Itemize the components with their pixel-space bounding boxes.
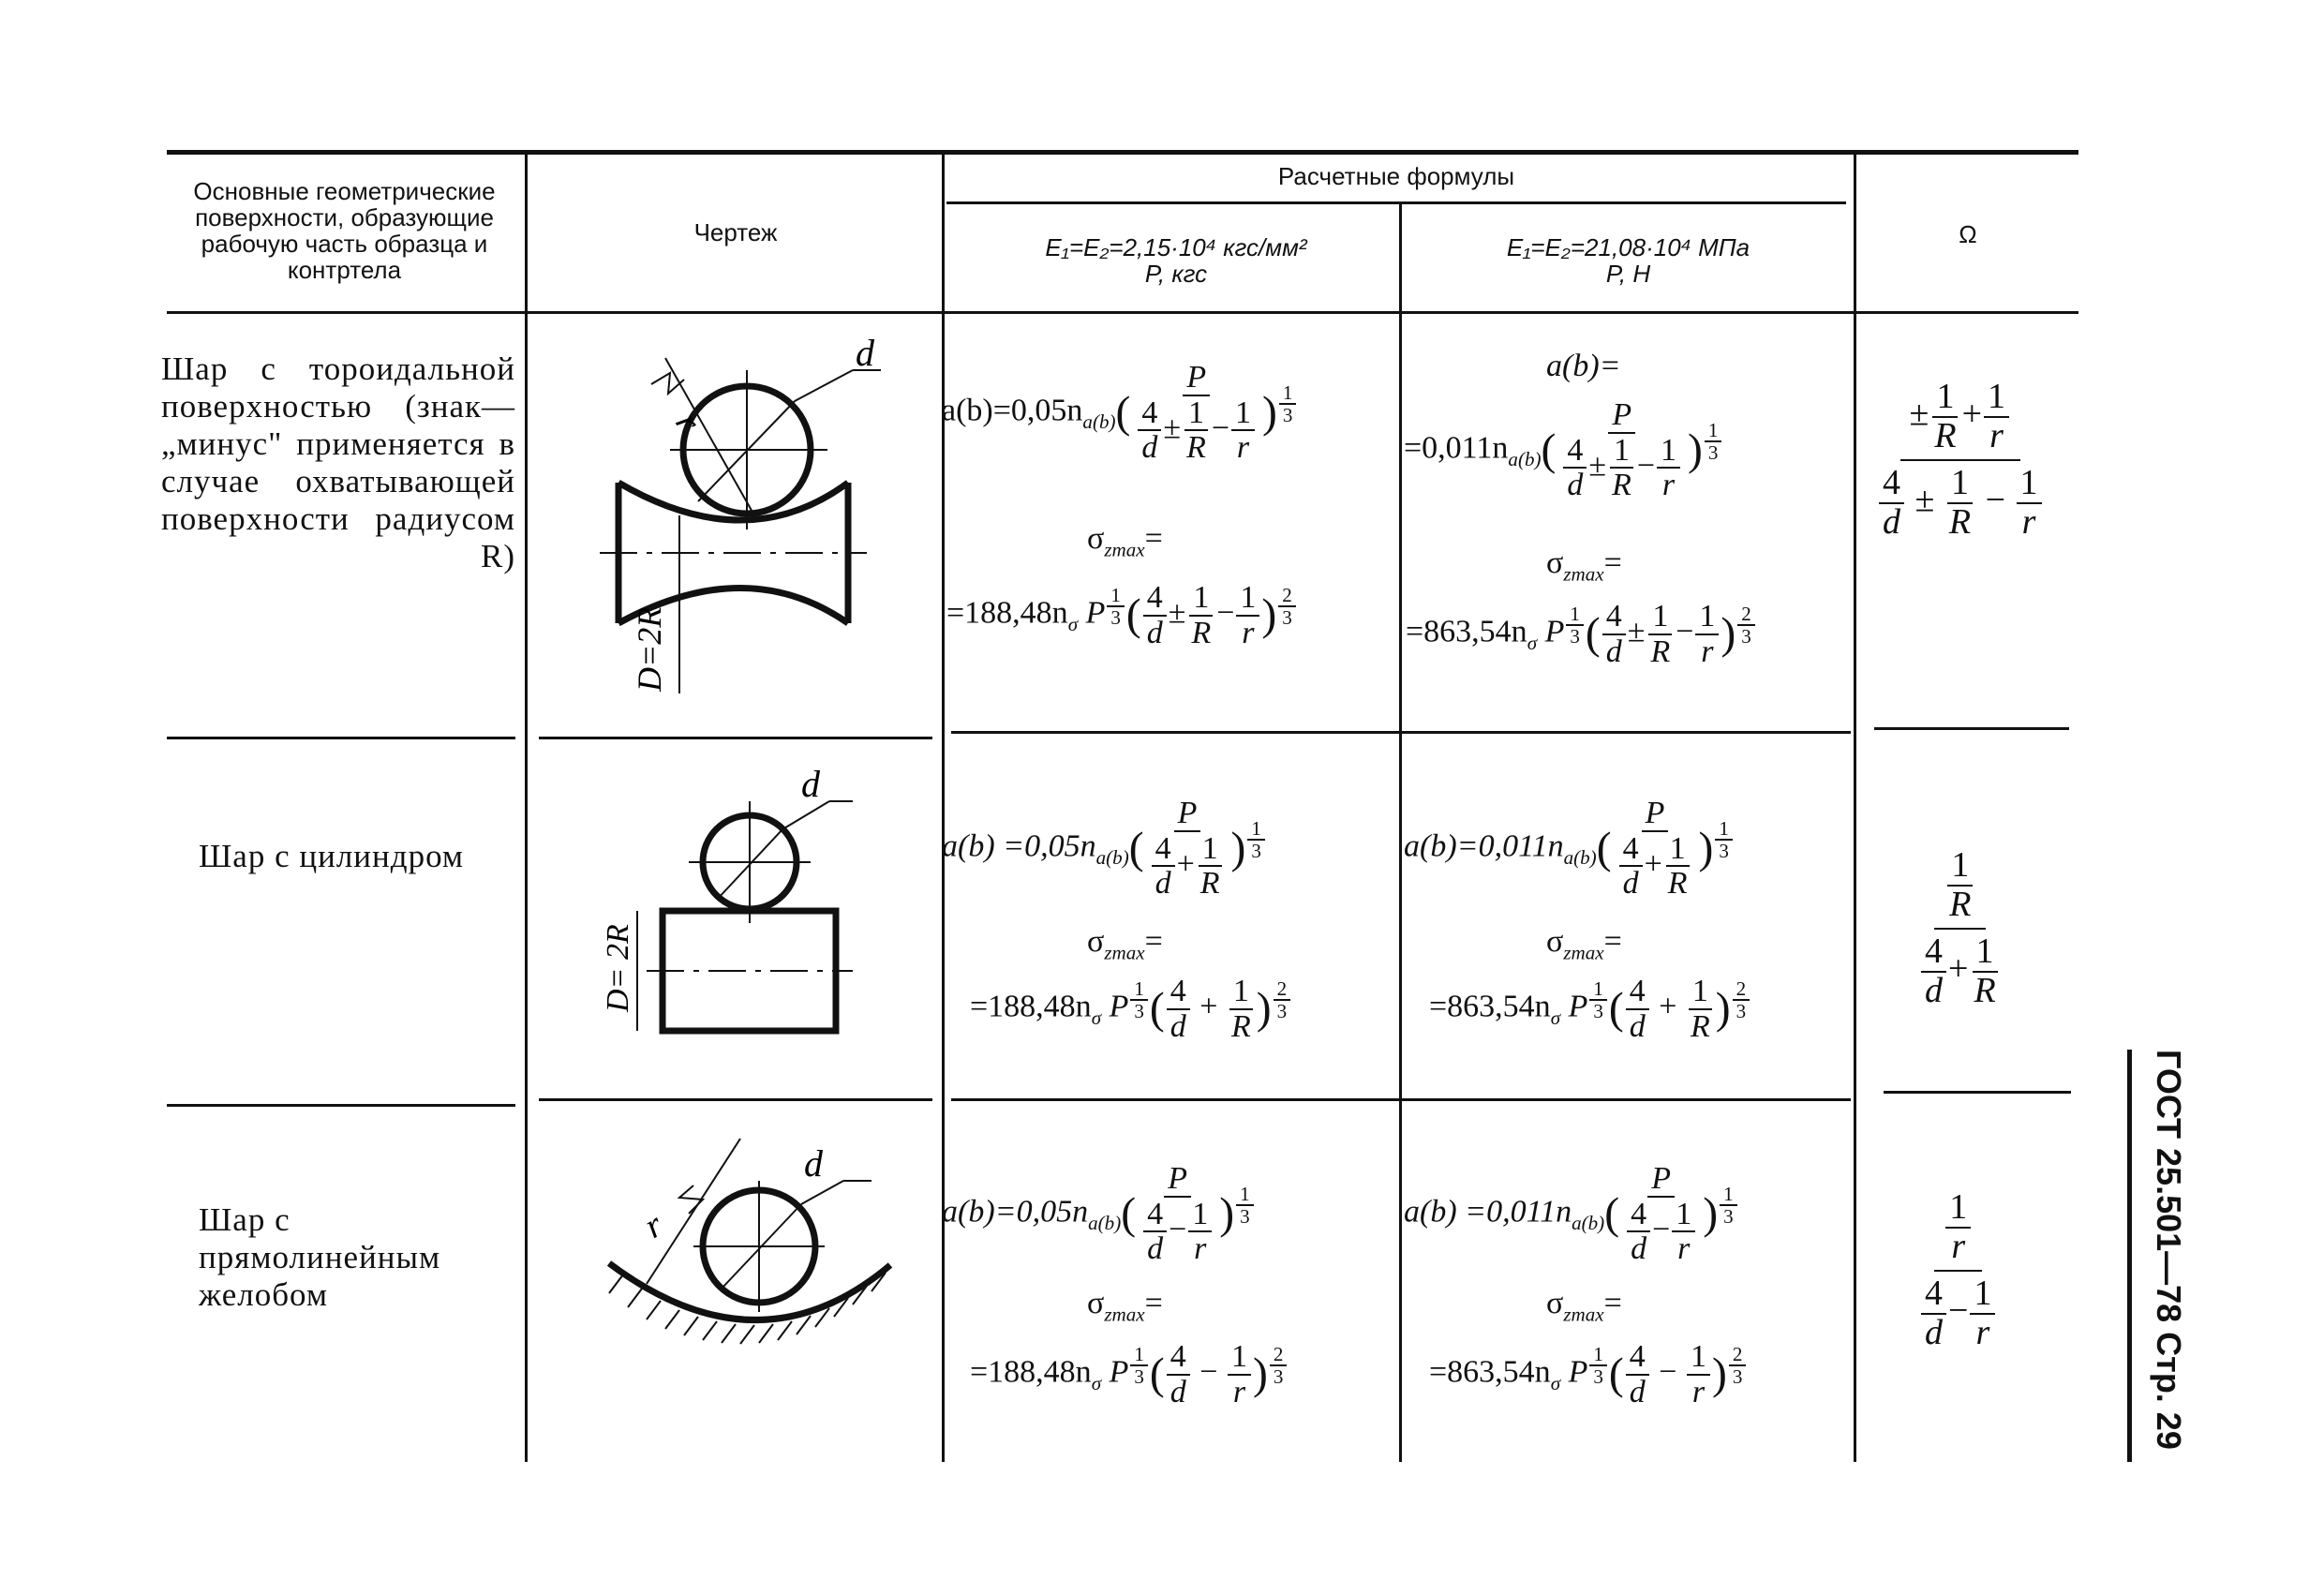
row2-bottom-rule-c bbox=[951, 1098, 1851, 1101]
row3-surface-text: Шар с прямолинейным желобом bbox=[199, 1201, 441, 1313]
row3-sigma-label-kgs: $\sigma_{zmax}=$ bbox=[1087, 1286, 1163, 1326]
row1-surface-text: Шар с тороидальной поверхностью (знак—„минус" применяется в случае охватывающей поверхности радиусом R) bbox=[161, 350, 515, 574]
formulas-group-rule bbox=[946, 201, 1846, 204]
row1-bottom-rule-a bbox=[167, 737, 515, 739]
header-col-drawing: Чертеж bbox=[693, 218, 778, 246]
row1-sigma-label-mpa: $\sigma_{zmax}=$ bbox=[1546, 545, 1622, 586]
row3-sigma-formula-mpa: $=863,54n_\sigma$ P $^{\frac{1}{3}}$ ( $\frac{4}{d}$ − $\frac{1}{r}$ ) $^{\frac{2}{3}}$ bbox=[1429, 1340, 1748, 1409]
row1-sigma-formula-kgs: $=188,48n_\sigma$ P $^{\frac{1}{3}}$ ( $\frac{4}{d}$ ± $\frac{1}{R}$ − $\frac{1}{r}$ ) $^{\frac{2}{3}}$ bbox=[946, 581, 1298, 649]
svg-text:D=2R: D=2R bbox=[631, 606, 668, 692]
row1-omega: ± $\frac{1}{R}$ + $\frac{1}{r}$ $\frac{4}{d}$ ± $\frac{1}{R}$ − $\frac{1}{r}$ bbox=[1870, 375, 2051, 545]
row3-drawing bbox=[529, 1125, 942, 1387]
col-divider-3 bbox=[1399, 204, 1402, 1462]
header-col-formulas-kgs: E₁=E₂=2,15·10⁴ кгс/мм² P, кгс bbox=[1045, 233, 1307, 288]
row2-sigma-label-mpa: $\sigma_{zmax}=$ bbox=[1546, 924, 1622, 964]
row2-surface-text: Шар с цилиндром bbox=[199, 838, 465, 874]
row1-a-formula-kgs: $a(b)=0,05n_{a(b)}$( P $\frac{4}{d}$ ± $\frac{1}{R}$ − $\frac{1}{r}$ ) $^{\frac{1}{3}}$ bbox=[942, 361, 1298, 465]
side-label-rule bbox=[2127, 1050, 2132, 1462]
row2-bottom-rule-d bbox=[1884, 1091, 2071, 1094]
svg-text:d: d bbox=[801, 763, 820, 805]
row2-sigma-formula-kgs: $=188,48n_\sigma$ P $^{\frac{1}{3}}$ ( $\frac{4}{d}$ + $\frac{1}{R}$ ) $^{\frac{2}{3}}$ bbox=[970, 975, 1292, 1043]
row1-bottom-rule-b bbox=[539, 737, 932, 739]
svg-text:r: r bbox=[637, 1205, 670, 1246]
header-col-formulas: Расчетные формулы bbox=[1277, 162, 1515, 190]
row3-a-formula-mpa: $a(b) =0,011n_{a(b)}$( P $\frac{4}{d}$ − $\frac{1}{r}$ ) $^{\frac{1}{3}}$ bbox=[1404, 1162, 1739, 1266]
row2-omega: $\frac{1}{R}$ $\frac{4}{d}$ + $\frac{1}{R}$ bbox=[1912, 843, 2009, 1014]
svg-text:d: d bbox=[856, 332, 874, 374]
header-col-omega: Ω bbox=[1959, 220, 1977, 248]
col-divider-4 bbox=[1854, 155, 1856, 1462]
row2-bottom-rule-a bbox=[167, 1104, 515, 1107]
row1-sigma-formula-mpa: $=863,54n_\sigma$ P $^{\frac{1}{3}}$ ( $\frac{4}{d}$ ± $\frac{1}{R}$ − $\frac{1}{r}$ ) $^{\frac{2}{3}}$ bbox=[1406, 600, 1757, 668]
col-divider-1 bbox=[525, 155, 528, 1462]
row3-a-formula-kgs: $a(b)=0,05n_{a(b)}$( P $\frac{4}{d}$ − $\frac{1}{r}$ ) $^{\frac{1}{3}}$ bbox=[942, 1162, 1256, 1266]
svg-text:D= 2R: D= 2R bbox=[601, 924, 635, 1012]
row3-omega: $\frac{1}{r}$ $\frac{4}{d}$ − $\frac{1}{r}$ bbox=[1912, 1185, 2004, 1356]
row2-sigma-label-kgs: $\sigma_{zmax}=$ bbox=[1087, 924, 1163, 964]
header-col-formulas-mpa: E₁=E₂=21,08·10⁴ МПа P, Н bbox=[1506, 233, 1750, 288]
header-col-surfaces: Основные геометрические поверхности, образующие рабочую часть образца и контртела bbox=[193, 177, 496, 284]
svg-text:r: r bbox=[667, 406, 708, 439]
row1-a-label-mpa: a(b)= bbox=[1546, 349, 1621, 383]
row2-a-formula-mpa: $a(b)=0,011n_{a(b)}$( P $\frac{4}{d}$ + $\frac{1}{R}$ ) $^{\frac{1}{3}}$ bbox=[1404, 797, 1735, 901]
row2-a-formula-kgs: $a(b) =0,05n_{a(b)}$( P $\frac{4}{d}$ + $\frac{1}{R}$ ) $^{\frac{1}{3}}$ bbox=[942, 797, 1267, 901]
row2-sigma-formula-mpa: $=863,54n_\sigma$ P $^{\frac{1}{3}}$ ( $\frac{4}{d}$ + $\frac{1}{R}$ ) $^{\frac{2}{3}}$ bbox=[1429, 975, 1751, 1043]
row3-sigma-label-mpa: $\sigma_{zmax}=$ bbox=[1546, 1286, 1622, 1326]
row1-sigma-label-kgs: $\sigma_{zmax}=$ bbox=[1087, 521, 1163, 561]
row2-bottom-rule-b bbox=[539, 1098, 932, 1101]
row2-drawing bbox=[529, 750, 942, 1059]
row1-bottom-rule-c bbox=[951, 731, 1851, 734]
row1-bottom-rule-d bbox=[1874, 727, 2069, 730]
header-bottom-rule bbox=[167, 311, 2078, 314]
table-top-rule bbox=[167, 150, 2078, 155]
row3-sigma-formula-kgs: $=188,48n_\sigma$ P $^{\frac{1}{3}}$ ( $\frac{4}{d}$ − $\frac{1}{r}$ ) $^{\frac{2}{3}}$ bbox=[970, 1340, 1289, 1409]
svg-text:d: d bbox=[804, 1142, 823, 1185]
page-side-label: ГОСТ 25.501—78 Стр. 29 bbox=[2150, 1050, 2188, 1450]
row1-drawing bbox=[529, 328, 942, 722]
row1-a-formula-mpa: $=0,011n_{a(b)}$( P $\frac{4}{d}$ ± $\frac{1}{R}$ − $\frac{1}{r}$ ) $^{\frac{1}{3}}$ bbox=[1404, 398, 1723, 502]
